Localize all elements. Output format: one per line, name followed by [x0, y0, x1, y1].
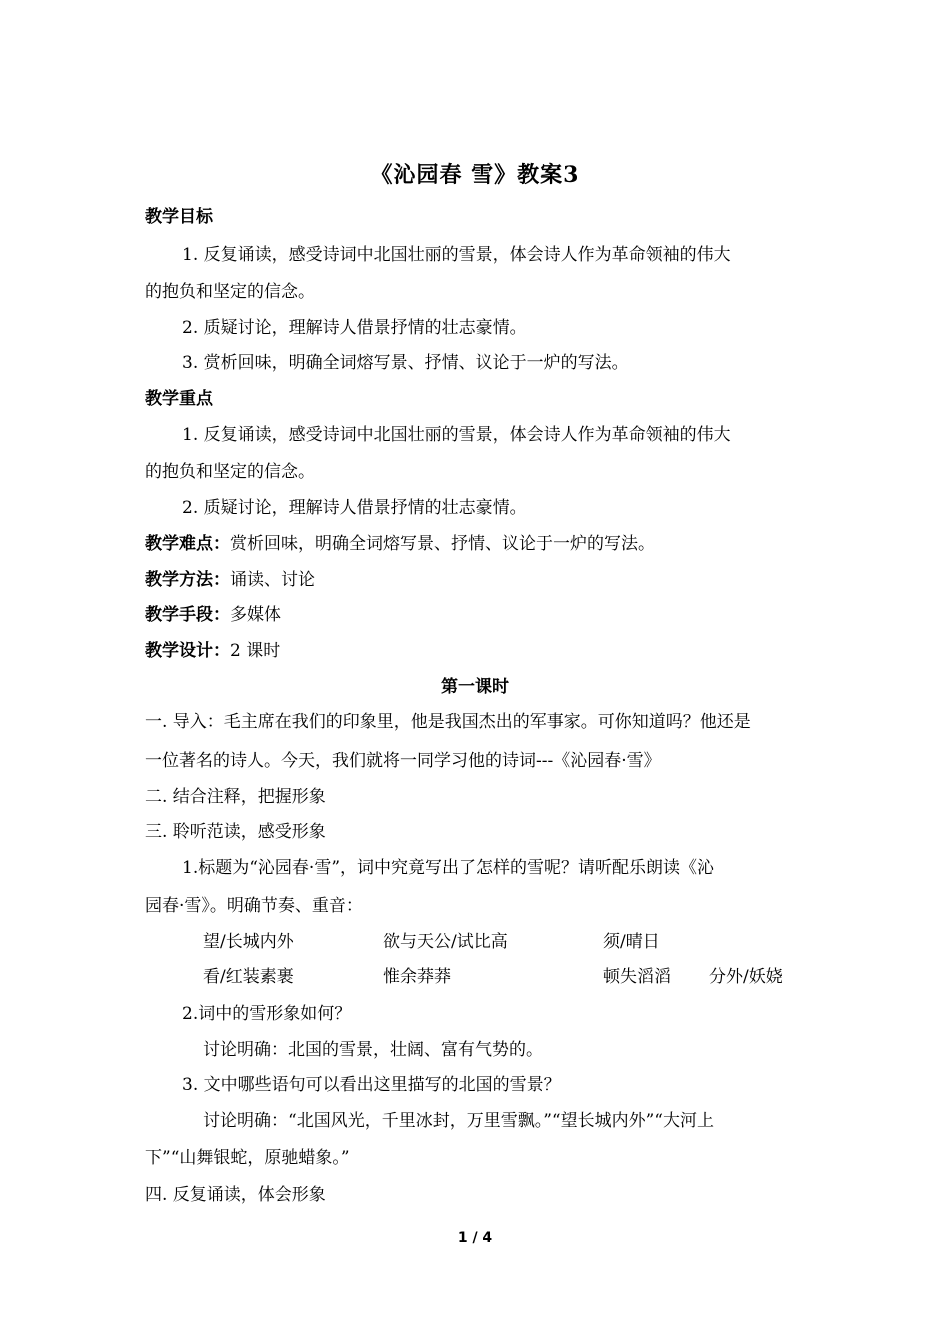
difficulty-label: 教学难点：	[145, 534, 230, 554]
section-3: 三. 聆听范读，感受形象	[145, 822, 326, 842]
rhythm-cell: 须/晴日	[603, 932, 660, 952]
section-4: 四. 反复诵读，体会形象	[145, 1185, 326, 1205]
difficulty-text: 赏析回味，明确全词熔写景、抒情、议论于一炉的写法。	[230, 534, 655, 554]
answer-2: 讨论明确：北国的雪景，壮阔、富有气势的。	[203, 1040, 543, 1060]
difficulty-line	[145, 529, 655, 554]
question-1: 1.标题为“沁园春·雪”，词中究竟写出了怎样的雪呢？请听配乐朗读《沁	[182, 858, 715, 878]
means-line	[145, 600, 281, 625]
goals-item-1: 1. 反复诵读，感受诗词中北国壮丽的雪景，体会诗人作为革命领袖的伟大	[182, 245, 731, 265]
rhythm-cell: 惟余莽莽	[383, 967, 451, 987]
section-1: 一. 导入：毛主席在我们的印象里，他是我国杰出的军事家。可你知道吗？他还是	[145, 712, 751, 732]
design-text: 2 课时	[230, 641, 281, 661]
means-label: 教学手段：	[145, 605, 230, 625]
key-points-heading: 教学重点	[145, 389, 213, 409]
page-title: 《沁园春 雪》教案3	[370, 162, 580, 188]
goals-heading: 教学目标	[145, 207, 213, 227]
section-1-cont: 一位著名的诗人。今天，我们就将一同学习他的诗词---《沁园春·雪》	[145, 751, 661, 771]
page-number: 1 / 4	[457, 1230, 493, 1246]
goals-item-2: 2. 质疑讨论，理解诗人借景抒情的壮志豪情。	[182, 318, 527, 338]
question-2: 2.词中的雪形象如何？	[182, 1004, 352, 1024]
rhythm-cell: 顿失滔滔	[603, 967, 671, 987]
design-label: 教学设计：	[145, 641, 230, 661]
section-2: 二. 结合注释，把握形象	[145, 787, 326, 807]
rhythm-cell: 欲与天公/试比高	[383, 932, 508, 952]
key-points-item-2: 2. 质疑讨论，理解诗人借景抒情的壮志豪情。	[182, 498, 527, 518]
goals-item-3: 3. 赏析回味，明确全词熔写景、抒情、议论于一炉的写法。	[182, 353, 629, 373]
key-points-item-1: 1. 反复诵读，感受诗词中北国壮丽的雪景，体会诗人作为革命领袖的伟大	[182, 425, 731, 445]
question-1-cont: 园春·雪》。明确节奏、重音：	[145, 896, 363, 916]
question-3: 3. 文中哪些语句可以看出这里描写的北国的雪景？	[182, 1075, 561, 1095]
method-text: 诵读、讨论	[230, 570, 315, 590]
rhythm-cell: 望/长城内外	[203, 932, 294, 952]
method-label: 教学方法：	[145, 570, 230, 590]
rhythm-cell: 看/红装素裹	[203, 967, 294, 987]
key-points-item-1-cont: 的抱负和坚定的信念。	[145, 462, 315, 482]
means-text: 多媒体	[230, 605, 281, 625]
design-line	[145, 636, 280, 661]
rhythm-cell: 分外/妖娆	[709, 967, 783, 987]
answer-3-cont: 下”“山舞银蛇，原驰蜡象。”	[145, 1148, 350, 1168]
answer-3: 讨论明确：“北国风光，千里冰封，万里雪飘。”“望长城内外”“大河上	[203, 1111, 714, 1131]
goals-item-1-cont: 的抱负和坚定的信念。	[145, 282, 315, 302]
method-line	[145, 565, 315, 590]
lesson-heading: 第一课时	[441, 677, 509, 697]
